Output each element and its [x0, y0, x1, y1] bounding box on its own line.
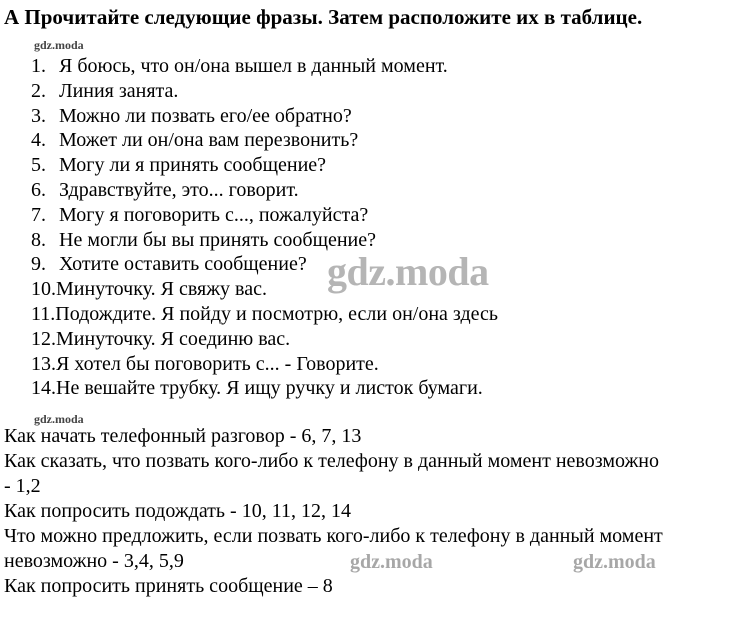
- item-text: Могу ли я принять сообщение?: [59, 154, 327, 177]
- item-text: Могу я поговорить с..., пожалуйста?: [59, 203, 369, 226]
- list-item: [31, 153, 498, 178]
- answer-line: - 1,2: [4, 475, 41, 497]
- item-number: 4.: [31, 129, 46, 152]
- item-text: Не могли бы вы принять сообщение?: [59, 228, 377, 251]
- list-item: [31, 352, 498, 377]
- answer-line: Как сказать, что позвать кого-либо к телефону в данный момент невозможно: [4, 450, 659, 472]
- list-item: [31, 178, 498, 203]
- item-number: 13.: [31, 352, 56, 375]
- item-number: 7.: [31, 203, 46, 226]
- watermark-center: gdz.moda: [327, 249, 489, 294]
- answer-line: невозможно - 3,4, 5,9: [4, 550, 184, 572]
- item-text: Минуточку. Я свяжу вас.: [56, 278, 267, 301]
- answer-line: Что можно предложить, если позвать кого-либо к телефону в данный момент: [4, 525, 663, 547]
- list-item: [31, 376, 498, 401]
- item-number: 5.: [31, 154, 46, 177]
- list-item: [31, 54, 498, 79]
- item-number: 2.: [31, 79, 46, 102]
- item-text: Подождите. Я пойду и посмотрю, если он/она здесь: [55, 302, 499, 325]
- item-text: Не вешайте трубку. Я ищу ручку и листок бумаги.: [56, 377, 483, 400]
- item-number: 6.: [31, 178, 46, 201]
- watermark-bottom-right: gdz.moda: [573, 551, 656, 573]
- item-text: Линия занята.: [59, 79, 179, 102]
- answer-line: Как начать телефонный разговор - 6, 7, 13: [4, 425, 362, 447]
- item-number: 3.: [31, 104, 46, 127]
- list-item: [31, 327, 498, 352]
- answer-line: Как попросить подождать - 10, 11, 12, 14: [4, 500, 351, 522]
- item-number: 14.: [31, 377, 56, 400]
- item-number: 1.: [31, 55, 46, 77]
- item-number: 11.: [31, 302, 56, 325]
- item-text: Я хотел бы поговорить с... - Говорите.: [56, 352, 379, 375]
- list-item: [31, 128, 498, 153]
- watermark-top: gdz.moda: [34, 38, 84, 52]
- list-item: [31, 203, 498, 228]
- item-text: Здравствуйте, это... говорит.: [59, 178, 299, 201]
- answer-line: Как попросить принять сообщение – 8: [4, 575, 333, 597]
- exercise-heading: А Прочитайте следующие фразы. Затем расположите их в таблице.: [4, 5, 643, 29]
- watermark-bottom-left: gdz.moda: [350, 551, 433, 573]
- item-number: 9.: [31, 253, 46, 276]
- item-number: 10.: [31, 278, 56, 301]
- list-item: [31, 79, 498, 104]
- list-item: [31, 302, 498, 327]
- item-number: 8.: [31, 228, 46, 251]
- item-text: Я боюсь, что он/она вышел в данный момент.: [59, 55, 448, 77]
- item-text: Можно ли позвать его/ее обратно?: [59, 104, 352, 127]
- list-item: [31, 104, 498, 129]
- item-text: Минуточку. Я соединю вас.: [56, 327, 291, 350]
- item-number: 12.: [31, 327, 56, 350]
- watermark-answers: gdz.moda: [34, 412, 84, 426]
- item-text: Хотите оставить сообщение?: [59, 253, 307, 276]
- item-text: Может ли он/она вам перезвонить?: [59, 129, 359, 152]
- phrase-list: [31, 54, 498, 401]
